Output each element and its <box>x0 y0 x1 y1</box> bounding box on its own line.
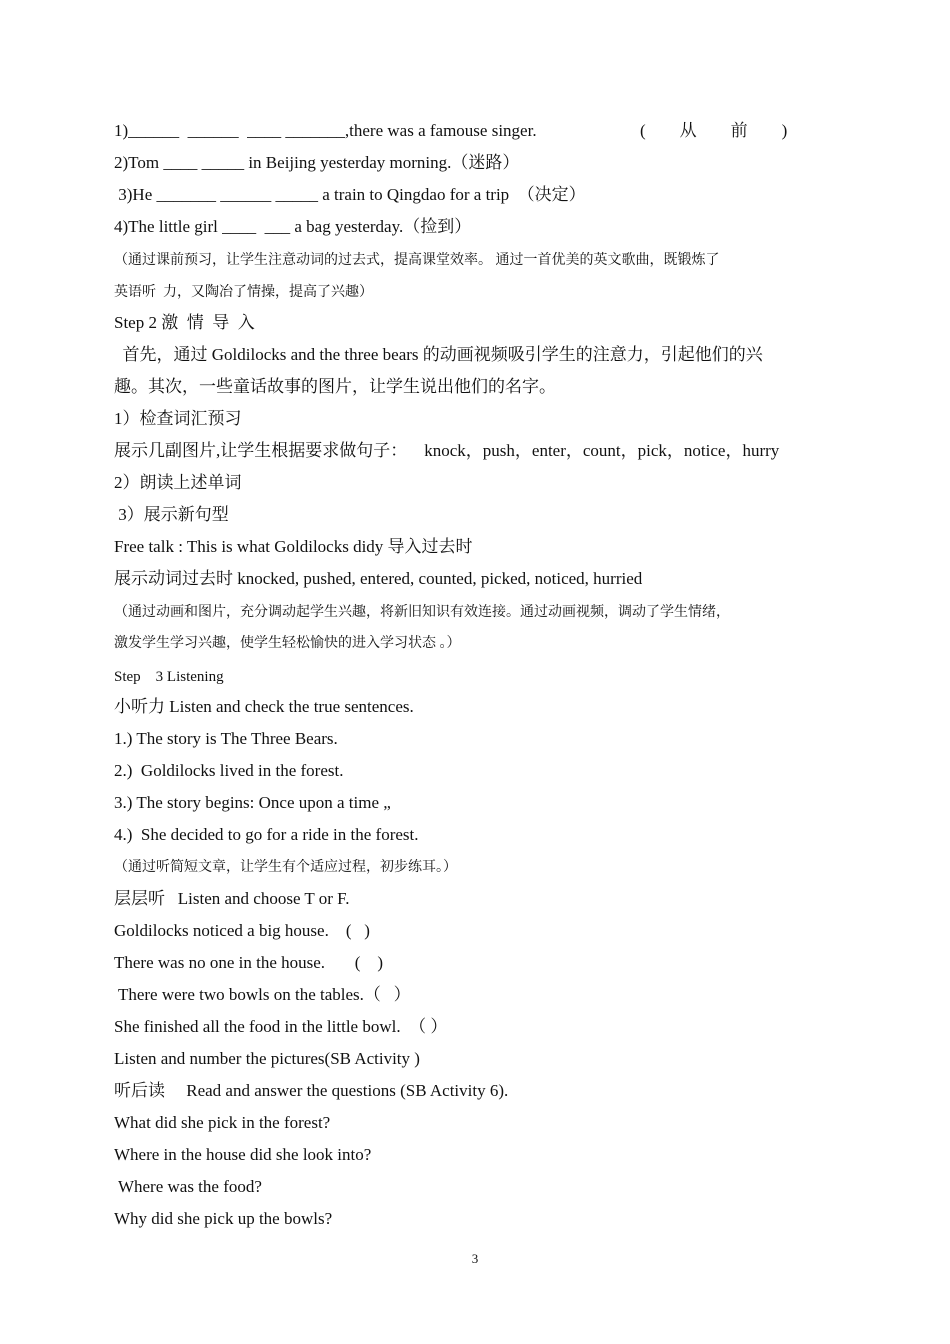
new-pattern: 3）展示新句型 <box>114 505 229 524</box>
tf-item-1: Goldilocks noticed a big house. ( ) <box>114 921 370 940</box>
note-preview-1: （通过课前预习，让学生注意动词的过去式，提高课堂效率。 通过一首优美的英文歌曲，既锻炼了 <box>114 253 720 268</box>
note-listening: （通过听简短文章，让学生有个适应过程，初步练耳。） <box>114 860 457 875</box>
read-words: 2）朗读上述单词 <box>114 473 242 492</box>
vocab-words: 展示几副图片,让学生根据要求做句子： knock，push，enter，count，pick，notice，hurry <box>114 441 780 460</box>
listening-task-1: 小听力 Listen and check the true sentences. <box>114 697 414 716</box>
note-animation-1: （通过动画和图片，充分调动起学生兴趣，将新旧知识有效连接。通过动画视频，调动了学生情绪， <box>114 605 730 620</box>
note-preview-2: 英语听 力，又陶冶了情操，提高了兴趣） <box>114 285 373 300</box>
free-talk: Free talk : This is what Goldilocks didy 导入过去时 <box>114 537 473 556</box>
listening-task-2: 层层听 Listen and choose T or F. <box>114 889 350 908</box>
listening-item-4: 4.) She decided to go for a ride in the forest. <box>114 825 419 844</box>
step-2-paragraph-2: 趣。其次，一些童话故事的图片，让学生说出他们的名字。 <box>114 377 556 396</box>
step-2-heading: Step 2 激 情 导 入 <box>114 313 255 332</box>
step-2-paragraph-1: 首先，通过 Goldilocks and the three bears 的动画视频吸引学生的注意力，引起他们的兴 <box>114 345 763 364</box>
question-2: Where in the house did she look into? <box>114 1145 372 1164</box>
tf-item-2: There was no one in the house. ( ) <box>114 953 384 972</box>
listening-item-3: 3.) The story begins: Once upon a time „ <box>114 793 391 812</box>
exercise-4: 4)The little girl ____ ___ a bag yesterday.（捡到） <box>114 217 472 236</box>
page-number: 3 <box>471 1251 479 1266</box>
question-4: Why did she pick up the bowls? <box>114 1209 333 1228</box>
exercise-1-hint: ( 从 前 ) <box>640 121 788 140</box>
exercise-1: 1)______ ______ ____ _______,there was a famouse singer. <box>114 121 537 140</box>
question-1: What did she pick in the forest? <box>114 1113 331 1132</box>
question-3: Where was the food? <box>114 1177 262 1196</box>
vocab-check: 1）检查词汇预习 <box>114 409 242 428</box>
listening-item-2: 2.) Goldilocks lived in the forest. <box>114 761 344 780</box>
tf-item-3: There were two bowls on the tables.（ ） <box>114 985 411 1004</box>
step-3-heading: Step 3 Listening <box>114 669 224 685</box>
exercise-2: 2)Tom ____ _____ in Beijing yesterday morning.（迷路） <box>114 153 520 172</box>
note-animation-2: 激发学生学习兴趣，使学生轻松愉快的进入学习状态 。） <box>114 636 461 651</box>
past-tense-verbs: 展示动词过去时 knocked, pushed, entered, counted, picked, noticed, hurried <box>114 569 643 588</box>
exercise-3: 3)He _______ ______ _____ a train to Qingdao for a trip （决定） <box>114 185 586 204</box>
listening-item-1: 1.) The story is The Three Bears. <box>114 729 338 748</box>
number-pictures: Listen and number the pictures(SB Activity ) <box>114 1049 420 1068</box>
tf-item-4: She finished all the food in the little bowl. （ ） <box>114 1017 448 1036</box>
read-answer-task: 听后读 Read and answer the questions (SB Activity 6). <box>114 1081 509 1100</box>
